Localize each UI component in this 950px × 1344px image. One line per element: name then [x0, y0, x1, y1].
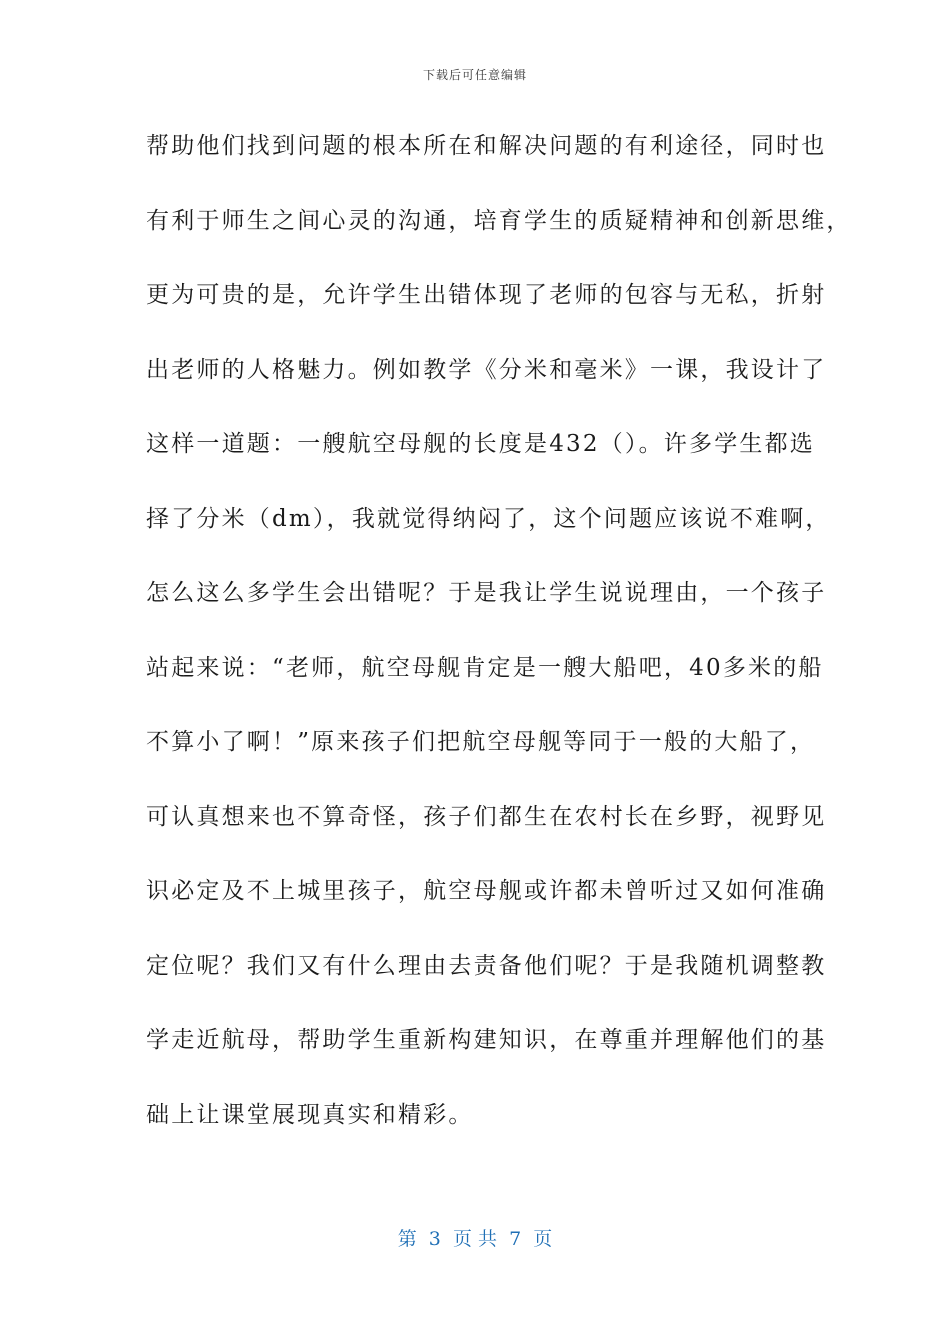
text-line: 更为可贵的是，允许学生出错体现了老师的包容与无私，折射: [146, 282, 827, 308]
text-line: 出老师的人格魅力。例如教学《分米和毫米》一课，我设计了: [146, 356, 827, 383]
page-number: 第 3 页 共 7 页: [397, 1228, 553, 1250]
text-line: 学走近航母，帮助学生重新构建知识，在尊重并理解他们的基: [146, 1027, 827, 1053]
text-line: 站起来说：“老师，航空母舰肯定是一艘大船吧，40多米的船: [146, 654, 824, 681]
text-line: 怎么这么多学生会出错呢？于是我让学生说说理由，一个孩子: [146, 580, 827, 606]
text-line: 定位呢？我们又有什么理由去责备他们呢？于是我随机调整教: [146, 952, 827, 979]
text-line: 这样一道题：一艘航空母舰的长度是432（）。许多学生都选: [146, 431, 815, 457]
text-line: 不算小了啊！”原来孩子们把航空母舰等同于一般的大船了，: [146, 729, 816, 755]
body-text: [146, 122, 852, 1165]
text-line: 识必定及不上城里孩子，航空母舰或许都未曾听过又如何准确: [146, 878, 827, 904]
header-note: 下载后可任意编辑: [422, 68, 527, 82]
text-line: 础上让课堂展现真实和精彩。: [146, 1101, 474, 1128]
text-line: 有利于师生之间心灵的沟通，培育学生的质疑精神和创新思维，: [146, 207, 852, 234]
text-line: 可认真想来也不算奇怪，孩子们都生在农村长在乡野，视野见: [146, 803, 827, 830]
text-line: 帮助他们找到问题的根本所在和解决问题的有利途径，同时也: [146, 133, 827, 159]
text-line: 择了分米（dm），我就觉得纳闷了，这个问题应该说不难啊，: [146, 505, 831, 532]
